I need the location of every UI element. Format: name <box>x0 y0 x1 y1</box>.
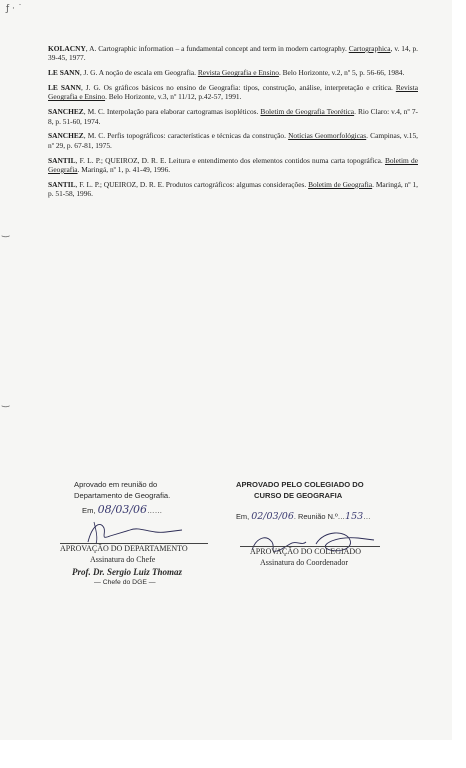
reference-item: SANTIL, F. L. P.; QUEIROZ, D. R. E. Produtos cartográficos: algumas considerações. Boletim de Geografia. Maringá, nº 1, p. 51-58, 1996. <box>48 179 418 199</box>
signature-label: Assinatura do Coordenador <box>260 558 348 567</box>
scan-mark-top-left: ƒ · ˙ <box>6 4 23 14</box>
reference-item: LE SANN, J. G. A noção de escala em Geografia. Revista Geografia e Ensino. Belo Horizonte, v.2, nº 5, p. 56-66, 1984. <box>48 68 405 78</box>
reference-item: KOLACNY, A. Cartographic information – a fundamental concept and term in modern cartography. Cartographica, v. 14, p. 39-45, 1977. <box>48 44 418 63</box>
approval-date: Em, 02/03/06. Reunião N.º…153… <box>236 511 371 522</box>
reference-item: SANCHEZ, M. C. Interpolação para elaborar cartogramas isopléticos. Boletim de Geografia Teorética. Rio Claro: v.4, nº 7-8, p. 51-60, 1974. <box>48 107 418 126</box>
reference-item: SANCHEZ, M. C. Perfis topográficos: características e técnicas da construção. Notícias Geomorfológicas. Campinas, v.15, nº 29, p. 67-81, 1975. <box>48 131 418 150</box>
handwritten-date: 02/03/06 <box>251 511 294 522</box>
stamp-line-2: CURSO DE GEOGRAFIA <box>254 491 343 500</box>
chief-signature <box>70 516 190 546</box>
stamp-line-1: Aprovado em reunião do <box>74 480 158 489</box>
scan-mark-left-2: ‿ <box>2 398 10 408</box>
stamp-line-2: Departamento de Geografia. <box>74 491 171 500</box>
reference-item: SANTIL, F. L. P.; QUEIROZ, D. R. E. Leitura e entendimento dos elementos contidos numa carta topográfica. Boletim de Geografia. Maringá, nº 1, p. 41-49, 1996. <box>48 155 418 174</box>
chief-role: — Chefe do DGE — <box>94 579 156 586</box>
reference-item: LE SANN, J. G. Os gráficos básicos no ensino de Geografia: tipos, construção, análise, interpretação e crítica. Revista Geografia e Ensino. Belo Horizonte, v.3, nº 11/12, p.42-57, 1991. <box>48 83 418 102</box>
handwritten-meeting-number: 153 <box>345 511 364 522</box>
signature-label: Assinatura do Chefe <box>90 555 156 564</box>
scan-mark-left-1: ‿ <box>2 228 10 238</box>
approval-date: Em, 08/03/06…… <box>82 503 163 516</box>
approval-heading: APROVAÇÃO DO DEPARTAMENTO <box>60 544 188 553</box>
handwritten-date: 08/03/06 <box>97 503 148 516</box>
chief-name: Prof. Dr. Sergio Luiz Thomaz <box>72 567 183 577</box>
reference-list <box>48 44 418 204</box>
stamp-line-1: APROVADO PELO COLEGIADO DO <box>236 480 364 489</box>
approval-heading: APROVAÇÃO DO COLEGIADO <box>250 547 361 556</box>
